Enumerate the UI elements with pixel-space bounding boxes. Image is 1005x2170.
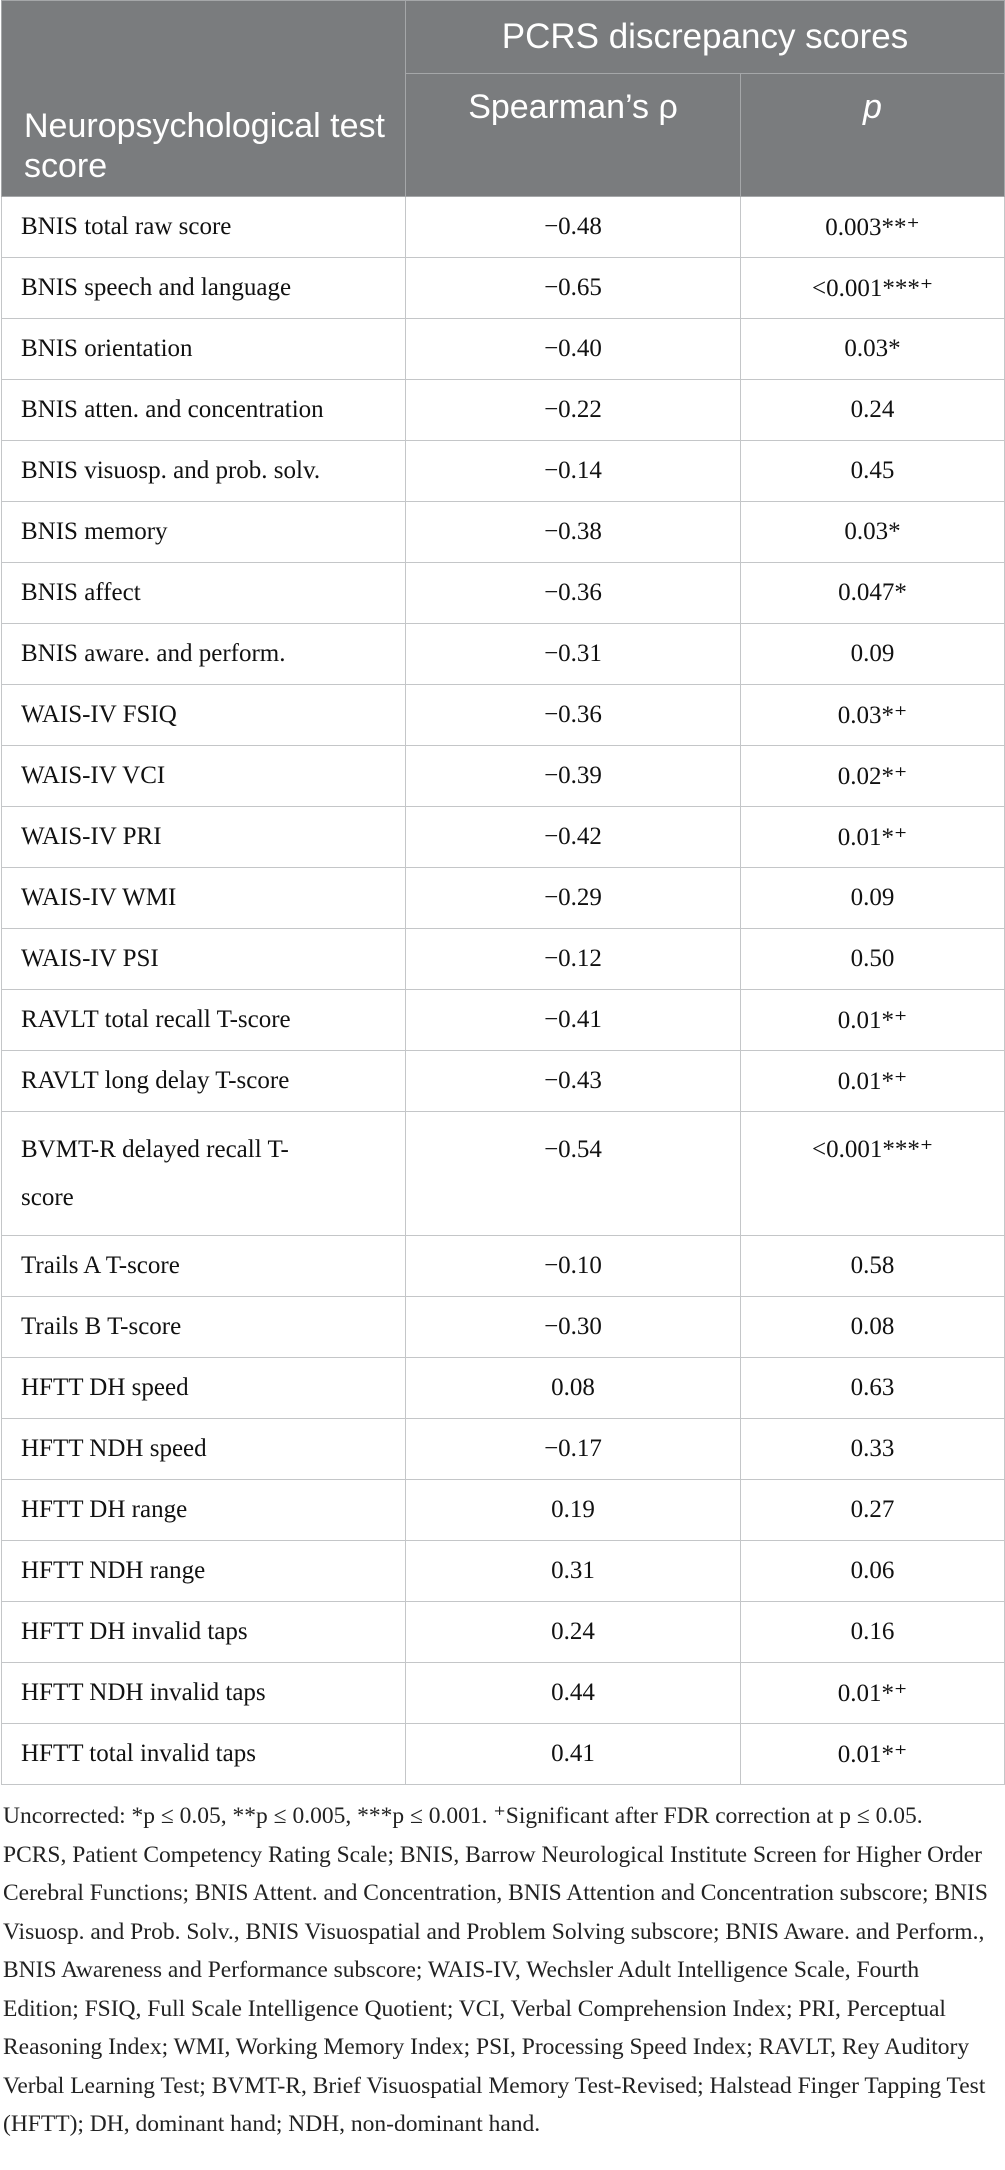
column-header-rho: Spearman’s ρ (406, 74, 741, 197)
rho-cell: 0.44 (406, 1663, 741, 1724)
test-name-cell: BNIS atten. and concentration (2, 380, 406, 441)
test-name-cell: BNIS total raw score (2, 197, 406, 258)
test-name-cell: WAIS-IV PSI (2, 929, 406, 990)
test-name-cell: Trails A T-score (2, 1236, 406, 1297)
rho-cell: −0.30 (406, 1297, 741, 1358)
p-value-cell: 0.01*⁺ (741, 1051, 1005, 1112)
table-row (2, 1602, 1005, 1663)
rho-cell: −0.10 (406, 1236, 741, 1297)
table-row (2, 1419, 1005, 1480)
p-value-cell: 0.24 (741, 380, 1005, 441)
rho-cell: −0.48 (406, 197, 741, 258)
test-name-cell: BVMT-R delayed recall T-score (2, 1112, 406, 1236)
test-name-cell: HFTT NDH invalid taps (2, 1663, 406, 1724)
p-value-cell: 0.02*⁺ (741, 746, 1005, 807)
table-row (2, 1724, 1005, 1785)
rho-cell: −0.43 (406, 1051, 741, 1112)
test-name-cell: BNIS affect (2, 563, 406, 624)
test-name-cell: Trails B T-score (2, 1297, 406, 1358)
test-name-cell: HFTT NDH speed (2, 1419, 406, 1480)
p-value-cell: 0.01*⁺ (741, 1724, 1005, 1785)
table-row (2, 258, 1005, 319)
p-value-cell: 0.06 (741, 1541, 1005, 1602)
table-row (2, 563, 1005, 624)
p-value-cell: 0.58 (741, 1236, 1005, 1297)
table-row (2, 197, 1005, 258)
p-value-cell: 0.16 (741, 1602, 1005, 1663)
p-value-cell: 0.01*⁺ (741, 1663, 1005, 1724)
test-name-cell: WAIS-IV WMI (2, 868, 406, 929)
table-row (2, 1051, 1005, 1112)
rho-cell: −0.14 (406, 441, 741, 502)
table-row (2, 1297, 1005, 1358)
table-row (2, 1541, 1005, 1602)
p-value-cell: 0.09 (741, 868, 1005, 929)
test-name-cell: BNIS aware. and perform. (2, 624, 406, 685)
column-header-p (741, 74, 1005, 197)
rho-cell: −0.65 (406, 258, 741, 319)
test-name-cell: HFTT total invalid taps (2, 1724, 406, 1785)
test-name-cell: BNIS orientation (2, 319, 406, 380)
rho-cell: 0.31 (406, 1541, 741, 1602)
test-name-cell: RAVLT long delay T-score (2, 1051, 406, 1112)
rho-cell: −0.29 (406, 868, 741, 929)
results-table (1, 0, 1005, 1785)
column-header-p-label: p (863, 88, 882, 126)
group-header: PCRS discrepancy scores (406, 1, 1005, 74)
table-footnote: Uncorrected: *p ≤ 0.05, **p ≤ 0.005, ***p ≤ 0.001. ⁺Significant after FDR correction at p ≤ 0.05. PCRS, Patient Competency Rating Scale; BNIS, Barrow Neurological Institute Screen for Higher Order Cerebral Functions; BNIS Attent. and Concentration, BNIS Attention and Concentration subscore; BNIS Visuosp. and Prob. Solv., BNIS Visuospatial and Problem Solving subscore; BNIS Aware. and Perform., BNIS Awareness and Performance subscore; WAIS-IV, Wechsler Adult Intelligence Scale, Fourth Edition; FSIQ, Full Scale Intelligence Quotient; VCI, Verbal Comprehension Index; PRI, Perceptual Reasoning Index; WMI, Working Memory Index; PSI, Processing Speed Index; RAVLT, Rey Auditory Verbal Learning Test; BVMT-R, Brief Visuospatial Memory Test-Revised; Halstead Finger Tapping Test (HFTT); DH, dominant hand; NDH, non-dominant hand. (3, 1803, 988, 2137)
rho-cell: −0.17 (406, 1419, 741, 1480)
table-row (2, 1112, 1005, 1236)
rho-cell: −0.22 (406, 380, 741, 441)
row-header: Neuropsychological test score (2, 1, 406, 197)
table-row (2, 868, 1005, 929)
rho-cell: −0.40 (406, 319, 741, 380)
rho-cell: 0.08 (406, 1358, 741, 1419)
table-row (2, 807, 1005, 868)
rho-cell: −0.39 (406, 746, 741, 807)
test-name-cell: WAIS-IV FSIQ (2, 685, 406, 746)
table-row (2, 685, 1005, 746)
table-row (2, 441, 1005, 502)
test-name-cell: HFTT DH invalid taps (2, 1602, 406, 1663)
rho-cell: −0.41 (406, 990, 741, 1051)
table-row (2, 990, 1005, 1051)
table-row (2, 624, 1005, 685)
test-name-cell: HFTT DH range (2, 1480, 406, 1541)
p-value-cell: 0.03*⁺ (741, 685, 1005, 746)
rho-cell: −0.36 (406, 563, 741, 624)
p-value-cell: 0.63 (741, 1358, 1005, 1419)
table-row (2, 502, 1005, 563)
rho-cell: −0.12 (406, 929, 741, 990)
p-value-cell: 0.09 (741, 624, 1005, 685)
rho-cell: 0.19 (406, 1480, 741, 1541)
p-value-cell: 0.003**⁺ (741, 197, 1005, 258)
p-value-cell: 0.27 (741, 1480, 1005, 1541)
rho-cell: 0.41 (406, 1724, 741, 1785)
table-row (2, 1236, 1005, 1297)
table-body (2, 197, 1005, 1785)
test-name-cell: RAVLT total recall T-score (2, 990, 406, 1051)
p-value-cell: <0.001***⁺ (741, 1112, 1005, 1236)
test-name-cell: WAIS-IV PRI (2, 807, 406, 868)
rho-cell: −0.36 (406, 685, 741, 746)
p-value-cell: 0.03* (741, 319, 1005, 380)
p-value-cell: 0.047* (741, 563, 1005, 624)
rho-cell: 0.24 (406, 1602, 741, 1663)
rho-cell: −0.54 (406, 1112, 741, 1236)
p-value-cell: <0.001***⁺ (741, 258, 1005, 319)
test-name-cell: BNIS memory (2, 502, 406, 563)
p-value-cell: 0.01*⁺ (741, 990, 1005, 1051)
rho-cell: −0.31 (406, 624, 741, 685)
p-value-cell: 0.01*⁺ (741, 807, 1005, 868)
p-value-cell: 0.33 (741, 1419, 1005, 1480)
rho-cell: −0.42 (406, 807, 741, 868)
table-row (2, 1480, 1005, 1541)
p-value-cell: 0.50 (741, 929, 1005, 990)
table-row (2, 380, 1005, 441)
p-value-cell: 0.08 (741, 1297, 1005, 1358)
p-value-cell: 0.45 (741, 441, 1005, 502)
table-row (2, 319, 1005, 380)
test-name-cell: BNIS visuosp. and prob. solv. (2, 441, 406, 502)
test-name-cell: HFTT NDH range (2, 1541, 406, 1602)
p-value-cell: 0.03* (741, 502, 1005, 563)
table-row (2, 929, 1005, 990)
test-name-cell: BNIS speech and language (2, 258, 406, 319)
table-row (2, 1663, 1005, 1724)
test-name-cell: WAIS-IV VCI (2, 746, 406, 807)
test-name-cell: HFTT DH speed (2, 1358, 406, 1419)
table-row (2, 1358, 1005, 1419)
table-header (2, 1, 1005, 197)
rho-cell: −0.38 (406, 502, 741, 563)
table-row (2, 746, 1005, 807)
